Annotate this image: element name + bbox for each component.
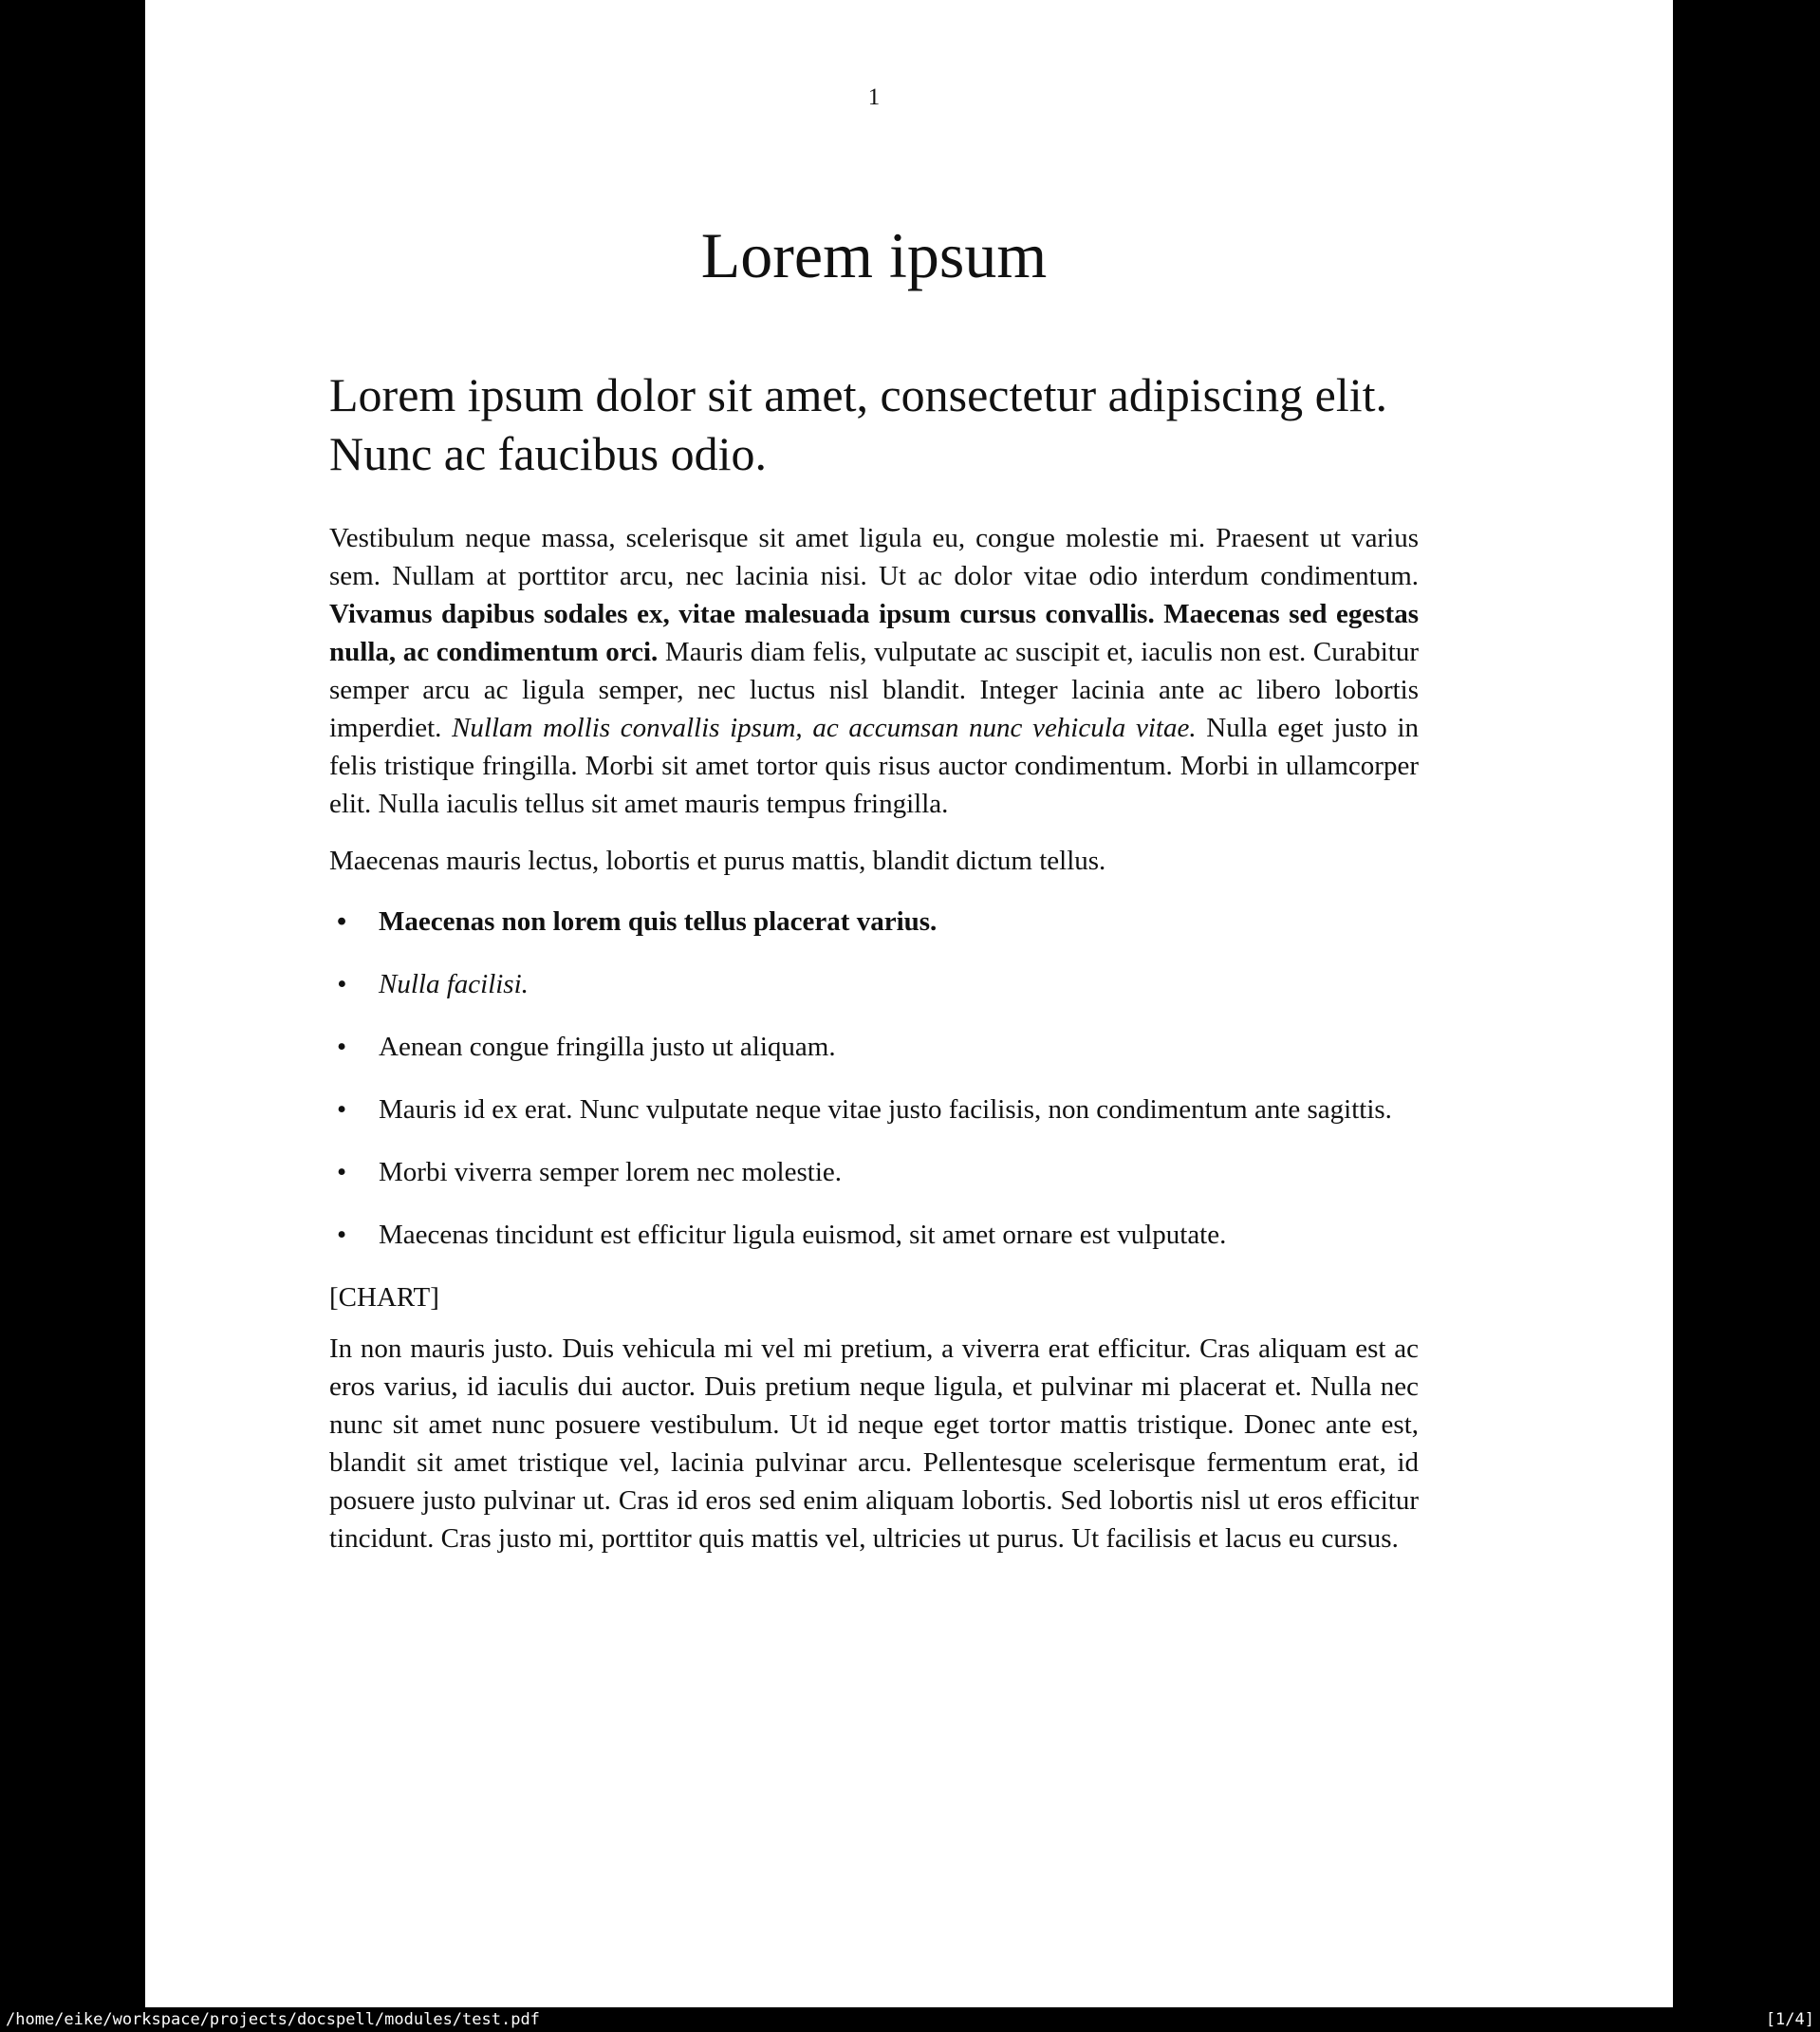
list-item: • Morbi viverra semper lorem nec molestie. bbox=[379, 1153, 1419, 1191]
paragraph-bold-text: Vivamus dapibus sodales ex, vitae malesuada ipsum cursus convallis. Maecenas sed egestas nulla, ac condimentum orci. bbox=[329, 599, 1419, 667]
list-item: • Mauris id ex erat. Nunc vulputate neque vitae justo facilisis, non condimentum ante sagittis. bbox=[379, 1091, 1419, 1128]
list-item: • Maecenas tincidunt est efficitur ligula euismod, sit amet ornare est vulputate. bbox=[379, 1216, 1419, 1254]
list-item: • Nulla facilisi. bbox=[379, 965, 1419, 1003]
paragraph-text: Mauris diam felis, vulputate ac suscipit et, iaculis non est. Curabitur semper arcu ac ligula semper, nec luctus nisl blandit. Integer lacinia ante ac libero lobortis imperdiet. bbox=[329, 637, 1419, 743]
paragraph-text: Nulla eget justo in felis tristique fringilla. Morbi sit amet tortor quis risus auctor condimentum. Morbi in ullamcorper elit. Nulla iaculis tellus sit amet mauris tempus fringilla. bbox=[329, 713, 1419, 819]
paragraph bbox=[329, 519, 1419, 823]
paragraph: Maecenas mauris lectus, lobortis et purus mattis, blandit dictum tellus. bbox=[329, 846, 1106, 876]
pdf-page bbox=[145, 0, 1673, 2007]
paragraph-text: Vestibulum neque massa, scelerisque sit amet ligula eu, congue molestie mi. Praesent ut varius sem. Nullam at porttitor arcu, nec lacinia nisi. Ut ac dolor vitae odio interdum condimentum. bbox=[329, 523, 1419, 591]
paragraph: In non mauris justo. Duis vehicula mi vel mi pretium, a viverra erat efficitur. Cras aliquam est ac eros varius, id iaculis dui auctor. Duis pretium neque ligula, et pulvinar mi placerat et. Nulla nec nunc sit amet nunc posuere vestibulum. Ut id neque eget tortor mattis tristique. Donec ante est, blandit sit amet tristique vel, lacinia pulvinar arcu. Pellentesque scelerisque fermentum erat, id posuere justo pulvinar ut. Cras id eros sed enim aliquam lobortis. Sed lobortis nisl ut eros efficitur tincidunt. Cras justo mi, porttitor quis mattis vel, ultricies ut purus. Ut facilisis et lacus eu cursus. bbox=[329, 1333, 1419, 1554]
page-indicator: [1/4] bbox=[1765, 2010, 1814, 2029]
chart-placeholder: [CHART] bbox=[329, 1282, 439, 1313]
page-content bbox=[329, 0, 1419, 1557]
page-number: 1 bbox=[867, 84, 881, 110]
paragraph-italic-text: Nullam mollis convallis ipsum, ac accumsan nunc vehicula vitae. bbox=[452, 713, 1197, 743]
file-path: /home/eike/workspace/projects/docspell/modules/test.pdf bbox=[6, 2010, 540, 2029]
list-item: • Maecenas non lorem quis tellus placerat varius. bbox=[379, 903, 1419, 941]
list-item: • Aenean congue fringilla justo ut aliquam. bbox=[379, 1028, 1419, 1066]
bullet-list bbox=[329, 903, 1419, 1254]
document-title: Lorem ipsum bbox=[700, 219, 1048, 291]
status-bar bbox=[0, 2007, 1820, 2032]
section-heading: Lorem ipsum dolor sit amet, consectetur adipiscing elit. Nunc ac faucibus odio. bbox=[329, 368, 1388, 480]
